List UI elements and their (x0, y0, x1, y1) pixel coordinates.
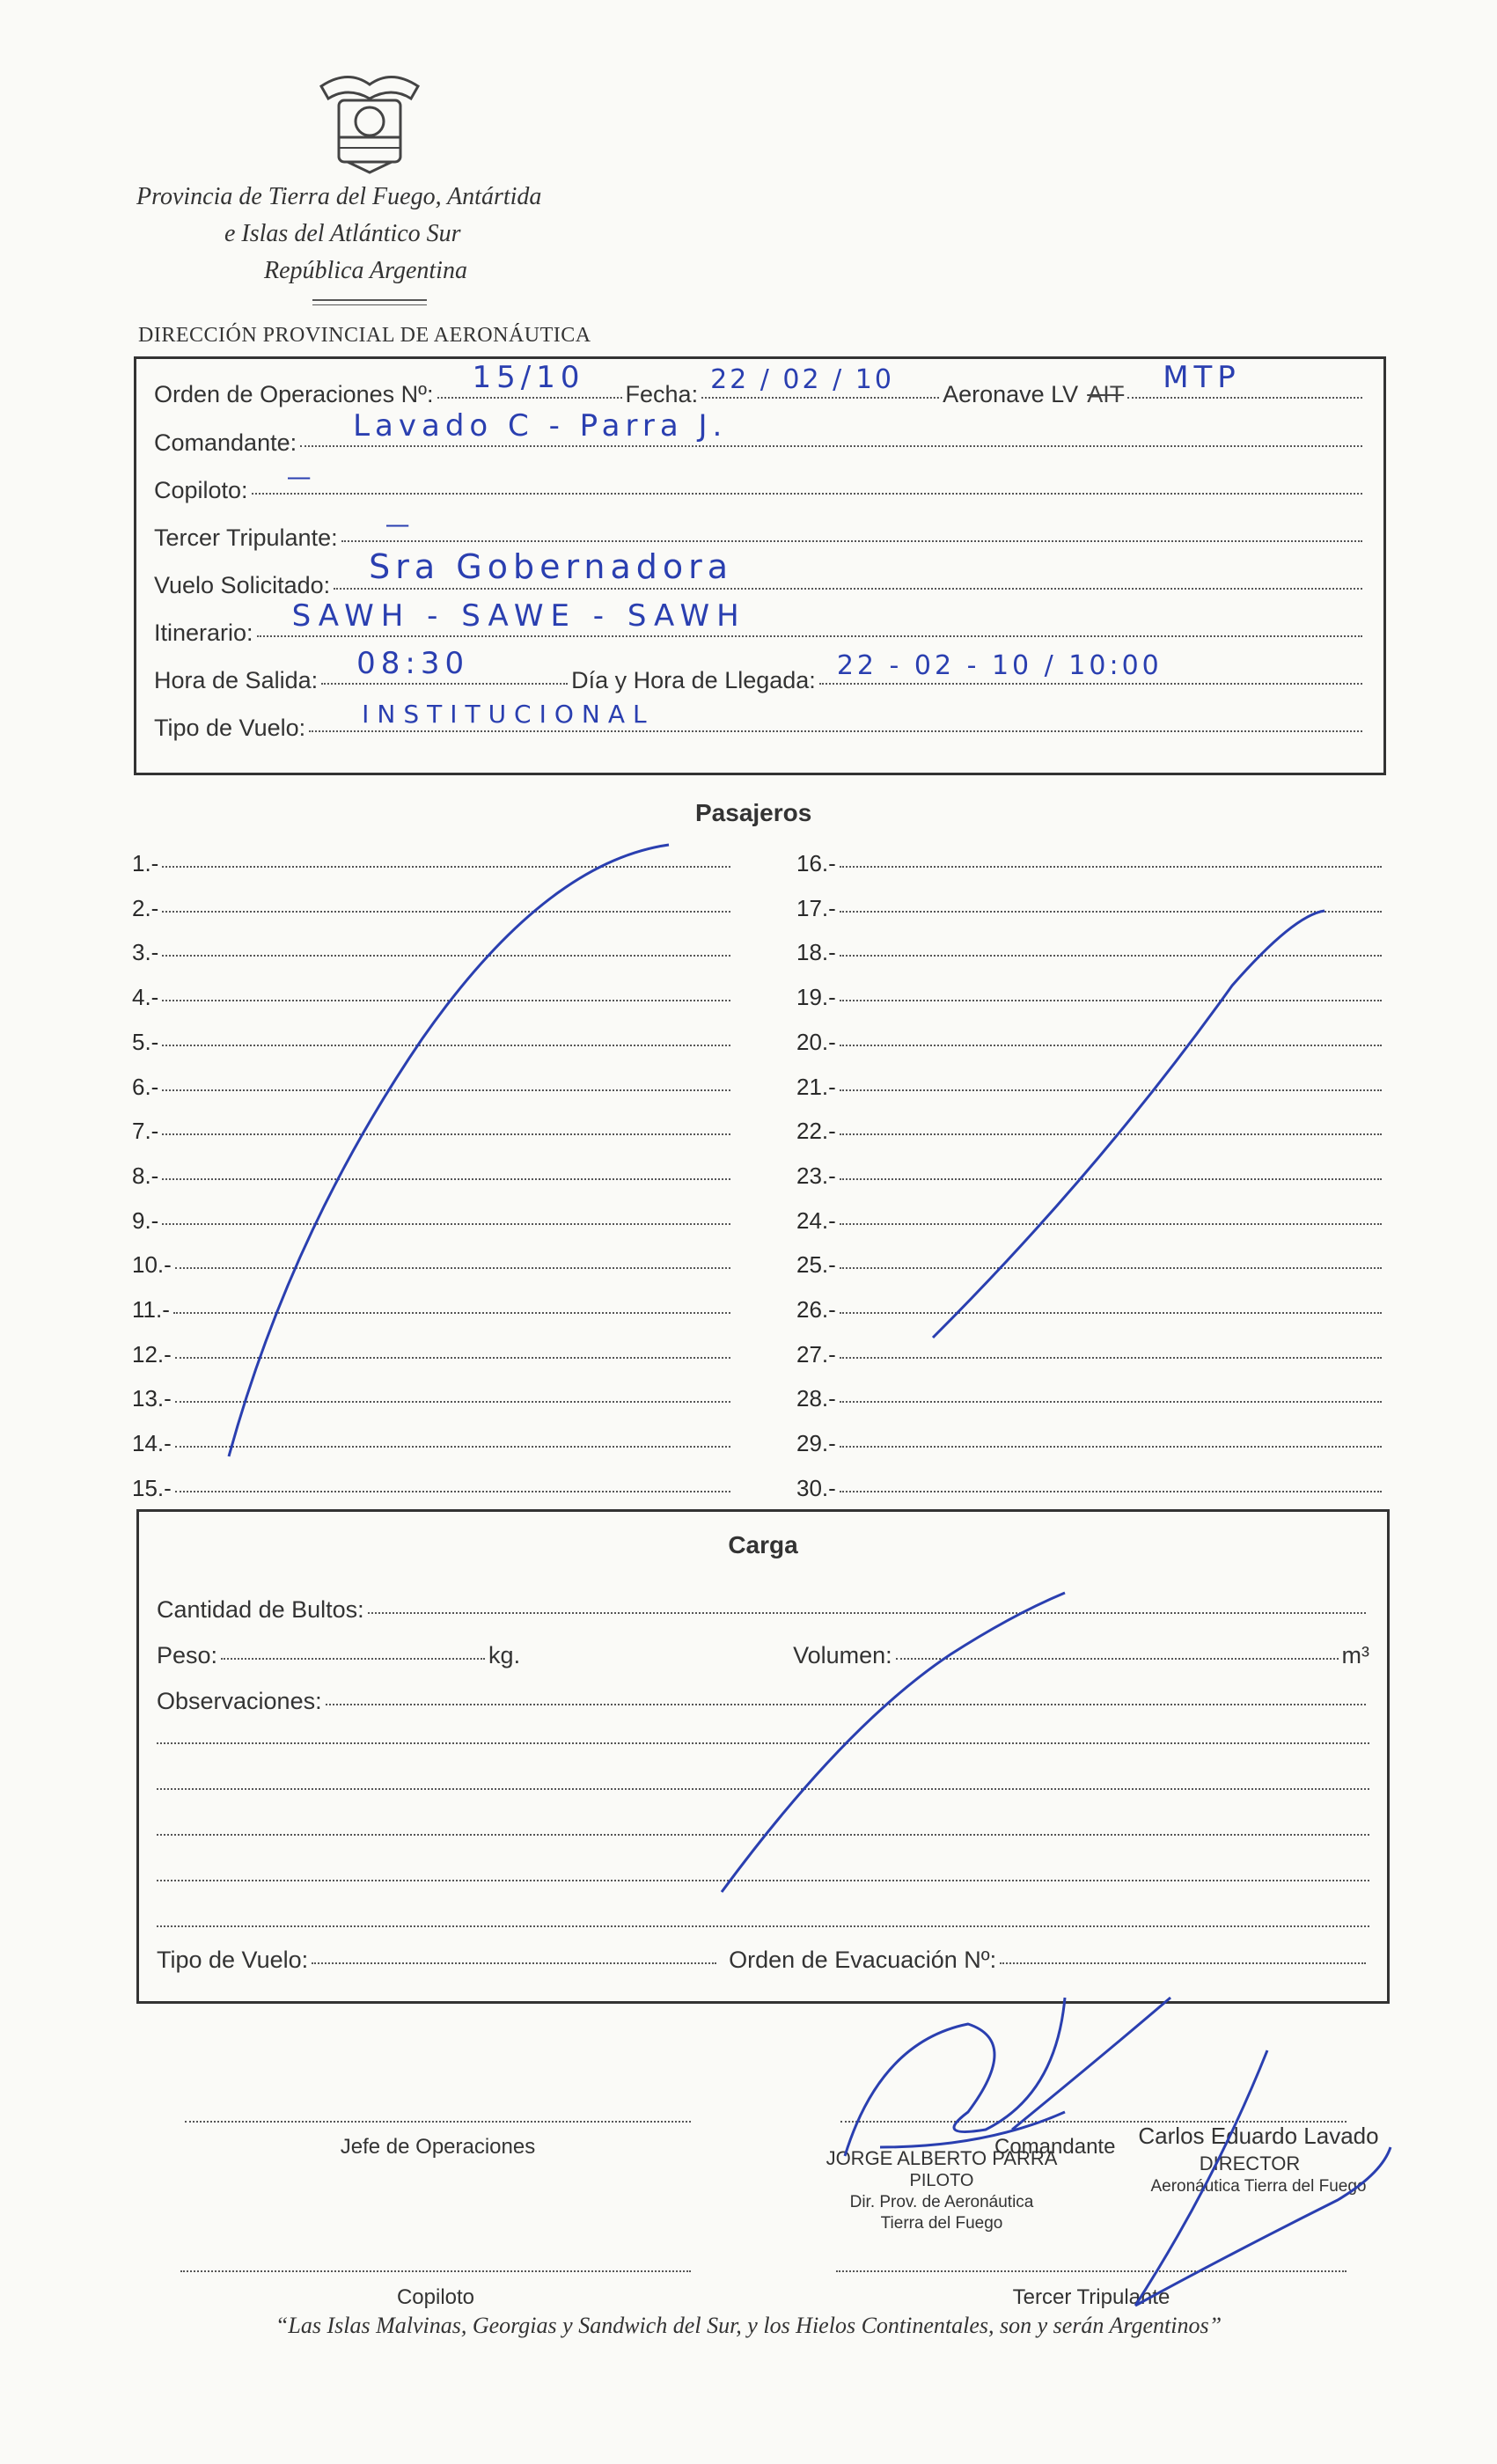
pasajero-name-field[interactable] (840, 911, 1382, 913)
aeronave-value: MTP (1163, 360, 1241, 395)
comandante-label: Comandante: (154, 429, 297, 456)
fecha-value: 22 / 02 / 10 (710, 364, 894, 395)
pasajero-name-field[interactable] (162, 1178, 730, 1180)
direccion-title: DIRECCIÓN PROVINCIAL DE AERONÁUTICA (138, 324, 591, 347)
row-bultos (157, 1596, 1369, 1624)
pasajero-row[interactable] (132, 1118, 730, 1145)
vuelo-value: Sra Gobernadora (369, 547, 734, 586)
pasajero-number: 24.- (796, 1206, 836, 1234)
pasajero-name-field[interactable] (840, 1491, 1382, 1492)
row-itinerario (154, 598, 1366, 647)
pasajero-row[interactable] (132, 984, 730, 1011)
volumen-label: Volumen: (793, 1642, 892, 1668)
evac-field[interactable] (1000, 1962, 1366, 1964)
llegada-field[interactable] (819, 650, 1362, 685)
pasajero-name-field[interactable] (173, 1312, 730, 1314)
pasajero-name-field[interactable] (840, 1267, 1382, 1269)
pasajero-number: 22.- (796, 1118, 836, 1145)
row-tercer (154, 510, 1366, 552)
pasajero-number: 8.- (132, 1162, 159, 1189)
aeronave-label: Aeronave LV (943, 381, 1079, 407)
tercer-value: — (385, 510, 415, 539)
aeronave-field[interactable] (1127, 360, 1362, 399)
pasajero-name-field[interactable] (840, 1000, 1382, 1001)
copiloto-value: — (286, 462, 317, 491)
row-observaciones (157, 1688, 1369, 1715)
pasajero-row[interactable] (132, 1251, 730, 1279)
pasajero-number: 17.- (796, 894, 836, 921)
itinerario-label: Itinerario: (154, 620, 253, 646)
carga-box (136, 1509, 1390, 2004)
stamp2-role: DIRECTOR (1199, 2152, 1301, 2174)
pasajero-number: 5.- (132, 1028, 159, 1055)
row-comandante (154, 408, 1366, 457)
volumen-field[interactable] (896, 1658, 1339, 1660)
tipo-value: INSTITUCIONAL (362, 700, 655, 729)
llegada-label: Día y Hora de Llegada: (571, 667, 816, 693)
pasajero-name-field[interactable] (175, 1446, 730, 1448)
pasajero-row[interactable] (796, 939, 1382, 966)
tercer-field[interactable] (341, 510, 1362, 542)
pasajero-number: 23.- (796, 1162, 836, 1189)
tercer-label: Tercer Tripulante (1012, 2285, 1170, 2309)
pasajero-number: 21.- (796, 1073, 836, 1100)
pasajero-number: 20.- (796, 1028, 836, 1055)
pasajero-name-field[interactable] (175, 1491, 730, 1492)
pasajero-number: 7.- (132, 1118, 159, 1145)
pasajero-name-field[interactable] (840, 866, 1382, 868)
pasajero-number: 27.- (796, 1340, 836, 1368)
peso-field[interactable] (221, 1658, 485, 1660)
obs-line-3[interactable] (157, 1788, 1369, 1790)
salida-value: 08:30 (356, 646, 470, 681)
pasajero-name-field[interactable] (162, 866, 730, 868)
pasajero-number: 18.- (796, 939, 836, 966)
pasajero-number: 29.- (796, 1430, 836, 1457)
pasajero-name-field[interactable] (840, 1223, 1382, 1225)
pasajero-name-field[interactable] (162, 1045, 730, 1046)
copiloto-field[interactable] (252, 462, 1362, 495)
stamp1-org2: Tierra del Fuego (880, 2214, 1003, 2233)
jefe-label: Jefe de Operaciones (340, 2135, 536, 2159)
pasajero-row[interactable] (132, 939, 730, 966)
row-salida (154, 646, 1366, 694)
pasajero-row[interactable] (796, 1341, 1382, 1368)
pasajero-row[interactable] (796, 1251, 1382, 1279)
pasajero-row[interactable] (796, 1475, 1382, 1502)
pasajero-name-field[interactable] (840, 1133, 1382, 1135)
pasajero-name-field[interactable] (162, 1089, 730, 1091)
pasajero-number: 13.- (132, 1385, 172, 1412)
comandante-value: Lavado C - Parra J. (353, 408, 728, 444)
pasajero-number: 10.- (132, 1251, 172, 1279)
pasajero-name-field[interactable] (175, 1357, 730, 1359)
pasajero-name-field[interactable] (840, 1357, 1382, 1359)
pasajero-name-field[interactable] (162, 1000, 730, 1001)
llegada-value: 22 - 02 - 10 / 10:00 (836, 650, 1163, 681)
header-rule (312, 299, 427, 305)
pasajero-row[interactable] (796, 850, 1382, 877)
pasajero-row[interactable] (132, 1475, 730, 1502)
stamp1-role: PILOTO (909, 2171, 974, 2190)
tipo-label: Tipo de Vuelo: (154, 715, 306, 741)
pasajero-number: 12.- (132, 1340, 172, 1368)
pasajero-name-field[interactable] (840, 955, 1382, 957)
stamp2-name: Carlos Eduardo Lavado (1138, 2123, 1379, 2149)
pasajero-name-field[interactable] (162, 955, 730, 957)
stamp2-org: Aeronáutica Tierra del Fuego (1150, 2177, 1367, 2196)
pasajero-name-field[interactable] (840, 1401, 1382, 1403)
commander-signature (845, 1998, 1170, 2156)
pasajero-row[interactable] (132, 1296, 730, 1324)
obs-line-2[interactable] (157, 1742, 1369, 1744)
row-peso (157, 1642, 1369, 1669)
pasajero-row[interactable] (796, 984, 1382, 1011)
pasajero-row[interactable] (796, 1385, 1382, 1412)
pasajero-row[interactable] (132, 850, 730, 877)
row-orden (154, 360, 1366, 408)
stamp1-org1: Dir. Prov. de Aeronáutica (849, 2193, 1034, 2211)
pasajero-name-field[interactable] (840, 1178, 1382, 1180)
jefe-signature-line[interactable] (185, 2121, 691, 2123)
pasajero-name-field[interactable] (162, 1133, 730, 1135)
pasajero-number: 19.- (796, 984, 836, 1011)
row-tipo-evac (157, 1947, 1369, 1974)
pasajero-row[interactable] (132, 1074, 730, 1101)
volumen-unit: m³ (1341, 1642, 1369, 1668)
tercer-label: Tercer Tripulante: (154, 524, 338, 551)
orden-label: Orden de Operaciones Nº: (154, 381, 434, 407)
pasajero-number: 26.- (796, 1296, 836, 1323)
header-province: Provincia de Tierra del Fuego, Antártida (136, 183, 542, 210)
orden-field[interactable] (437, 360, 622, 399)
pasajero-number: 6.- (132, 1073, 159, 1100)
pasajero-number: 9.- (132, 1206, 159, 1234)
tercer-signature-line[interactable] (836, 2270, 1347, 2272)
comandante-label: Comandante (994, 2135, 1116, 2159)
tipo-field[interactable] (309, 700, 1362, 732)
pasajero-row[interactable] (796, 1207, 1382, 1235)
pasajero-number: 14.- (132, 1430, 172, 1457)
pasajero-row[interactable] (796, 1162, 1382, 1190)
pasajero-name-field[interactable] (840, 1089, 1382, 1091)
row-tipo (154, 700, 1366, 742)
pasajero-number: 4.- (132, 984, 159, 1011)
pasajeros-title: Pasajeros (695, 799, 812, 826)
pasajero-number: 1.- (132, 850, 159, 876)
copiloto-label: Copiloto: (154, 477, 248, 503)
pasajero-row[interactable] (132, 1029, 730, 1056)
fecha-label: Fecha: (625, 381, 699, 407)
pasajero-number: 15.- (132, 1474, 172, 1501)
itinerario-value: SAWH - SAWE - SAWH (291, 598, 746, 634)
obs-line-5[interactable] (157, 1880, 1369, 1881)
row-vuelo (154, 547, 1366, 599)
provincial-emblem (312, 69, 427, 174)
bultos-field[interactable] (368, 1612, 1366, 1614)
comandante-field[interactable] (300, 408, 1362, 447)
row-copiloto (154, 462, 1366, 504)
aeronave-struck: AIT (1087, 381, 1125, 407)
pasajero-name-field[interactable] (840, 1446, 1382, 1448)
pasajero-name-field[interactable] (162, 1223, 730, 1225)
header-country: República Argentina (264, 257, 467, 284)
pasajero-row[interactable] (132, 1385, 730, 1412)
pasajero-name-field[interactable] (162, 911, 730, 913)
pasajero-row[interactable] (132, 895, 730, 922)
pasajero-row[interactable] (132, 1207, 730, 1235)
fecha-field[interactable] (701, 364, 939, 399)
pasajero-number: 11.- (132, 1296, 170, 1323)
orden-value: 15/10 (472, 360, 585, 395)
pasajero-row[interactable] (132, 1430, 730, 1457)
obs-label: Observaciones: (157, 1688, 322, 1714)
carga-tipo-label: Tipo de Vuelo: (157, 1947, 309, 1973)
pasajero-row[interactable] (796, 895, 1382, 922)
pasajero-row[interactable] (132, 1162, 730, 1190)
pasajero-row[interactable] (796, 1118, 1382, 1145)
pasajero-number: 25.- (796, 1251, 836, 1279)
evac-label: Orden de Evacuación Nº: (729, 1947, 997, 1973)
carga-tipo-field[interactable] (312, 1962, 716, 1964)
bultos-label: Cantidad de Bultos: (157, 1596, 364, 1623)
obs-line-4[interactable] (157, 1834, 1369, 1836)
vuelo-field[interactable] (334, 547, 1362, 590)
obs-line-6[interactable] (157, 1925, 1369, 1927)
pasajero-row[interactable] (796, 1029, 1382, 1056)
pasajero-row[interactable] (796, 1430, 1382, 1457)
header-islands: e Islas del Atlántico Sur (224, 220, 461, 247)
salida-label: Hora de Salida: (154, 667, 319, 693)
itinerario-field[interactable] (257, 598, 1362, 637)
carga-title: Carga (728, 1531, 798, 1558)
pasajero-row[interactable] (796, 1074, 1382, 1101)
pasajero-number: 16.- (796, 850, 836, 876)
pasajero-number: 28.- (796, 1385, 836, 1412)
pasajero-number: 30.- (796, 1474, 836, 1501)
copiloto-label: Copiloto (396, 2285, 475, 2309)
pasajero-row[interactable] (796, 1296, 1382, 1324)
operations-box (134, 356, 1386, 775)
footer-quote: “Las Islas Malvinas, Georgias y Sandwich del Sur, y los Hielos Continentales, son y serán Argentinos” (275, 2313, 1222, 2338)
peso-label: Peso: (157, 1642, 218, 1668)
pasajero-name-field[interactable] (840, 1045, 1382, 1046)
pasajero-name-field[interactable] (840, 1312, 1382, 1314)
salida-field[interactable] (321, 646, 568, 685)
peso-unit: kg. (488, 1642, 521, 1668)
pasajero-name-field[interactable] (175, 1267, 730, 1269)
pasajero-number: 2.- (132, 894, 159, 921)
vuelo-label: Vuelo Solicitado: (154, 572, 331, 598)
obs-field[interactable] (326, 1704, 1366, 1705)
pasajero-row[interactable] (132, 1341, 730, 1368)
copiloto-signature-line[interactable] (180, 2270, 691, 2272)
stamp1-name: JORGE ALBERTO PARRA (826, 2147, 1058, 2169)
pasajero-number: 3.- (132, 939, 159, 966)
pasajero-name-field[interactable] (175, 1401, 730, 1403)
